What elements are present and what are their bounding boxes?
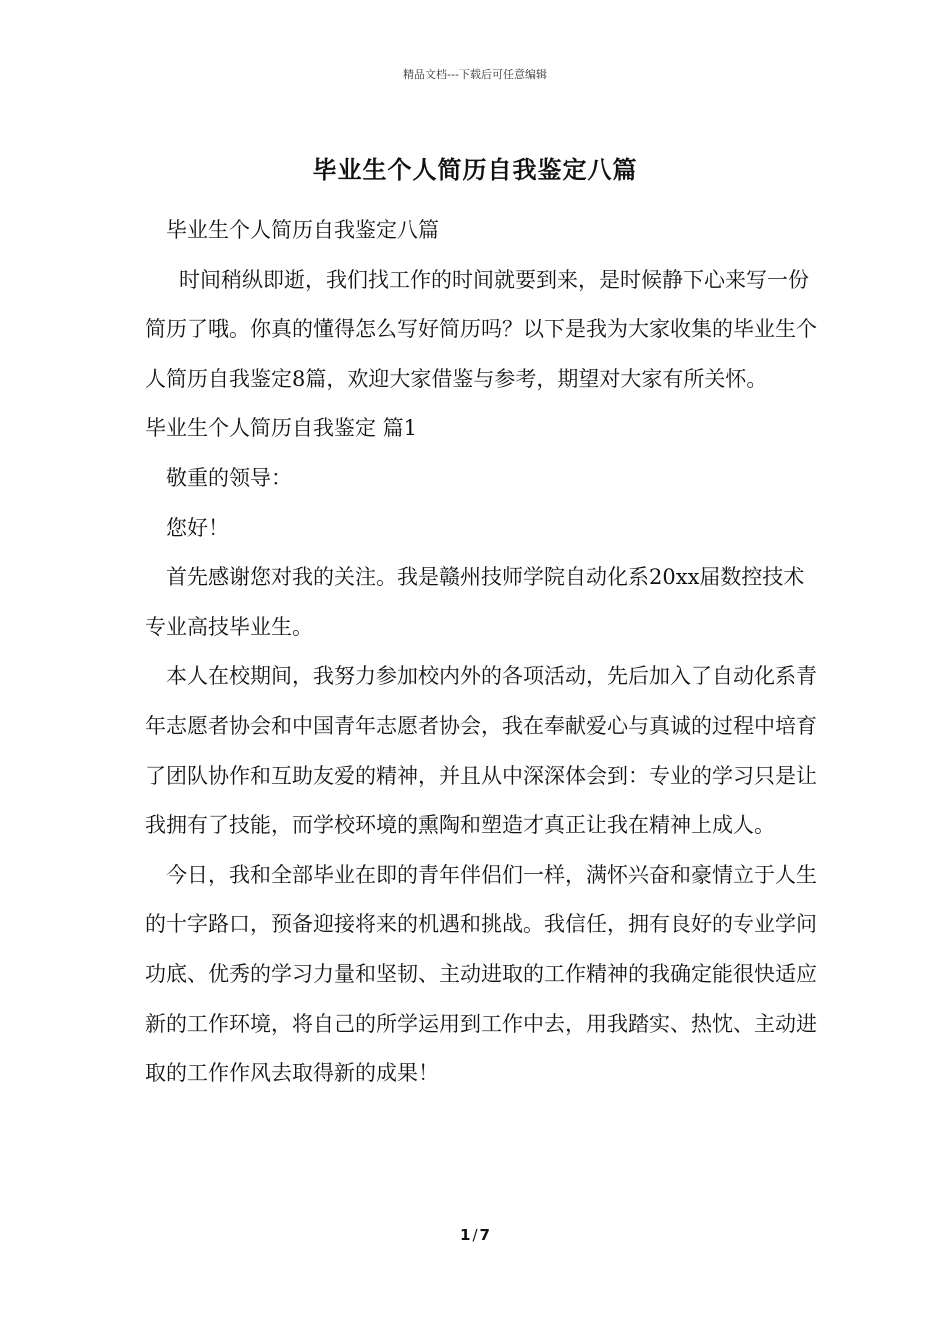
body-paragraph: 今日，我和全部毕业在即的青年伴侣们一样，满怀兴奋和豪情立于人生的十字路口，预备迎接将来的机遇和挑战。我信任，拥有良好的专业学问功底、优秀的学习力量和坚韧、主动进取的工作精神的我确定能很快适应新的工作环境，将自己的所学运用到工作中去，用我踏实、热忱、主动进取的工作作风去取得新的成果！: [145, 862, 817, 1086]
salutation: 敬重的领导：: [166, 465, 292, 490]
document-body: [145, 206, 820, 1099]
page-separator: /: [472, 1226, 478, 1244]
subtitle-paragraph: 毕业生个人简历自我鉴定八篇: [166, 218, 439, 242]
greeting: 您好！: [166, 515, 229, 540]
page-number: [0, 1226, 950, 1244]
body-paragraph: 首先感谢您对我的关注。我是赣州技师学院自动化系20xx届数控技术专业高技毕业生。: [145, 565, 805, 639]
current-page: 1: [460, 1226, 471, 1244]
section-heading: 毕业生个人简历自我鉴定 篇1: [145, 416, 418, 441]
total-pages: 7: [479, 1226, 490, 1244]
intro-paragraph: 时间稍纵即逝，我们找工作的时间就要到来，是时候静下心来写一份简历了哦。你真的懂得怎么写好简历吗？以下是我为大家收集的毕业生个人简历自我鉴定8篇，欢迎大家借鉴与参考，期望对大家有所关怀。: [145, 267, 817, 391]
header-note: 精品文档---下载后可任意编辑: [403, 68, 547, 81]
body-paragraph: 本人在校期间，我努力参加校内外的各项活动，先后加入了自动化系青年志愿者协会和中国青年志愿者协会，我在奉献爱心与真诚的过程中培育了团队协作和互助友爱的精神，并且从中深深体会到：专业的学习只是让我拥有了技能，而学校环境的熏陶和塑造才真正让我在精神上成人。: [145, 664, 817, 838]
document-title: 毕业生个人简历自我鉴定八篇: [312, 155, 638, 184]
